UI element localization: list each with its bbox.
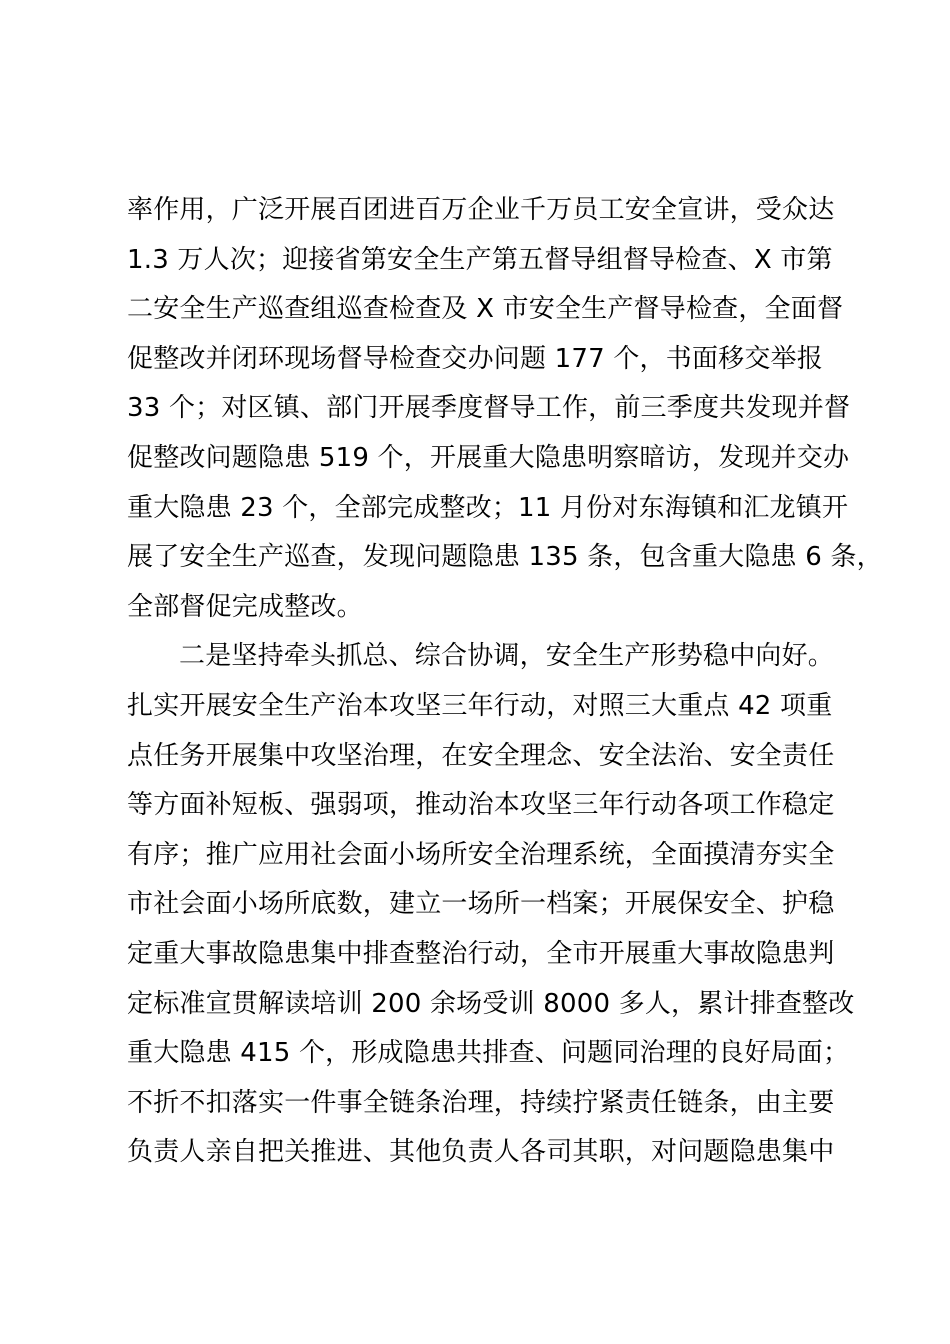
text-line: 二安全生产巡查组巡查检查及 X 市安全生产督导检查，全面督 [127,294,844,325]
text-line: 扎实开展安全生产治本攻坚三年行动，对照三大重点 42 项重 [127,690,833,721]
text-line: 全部督促完成整改。 [127,591,363,622]
text-line: 33 个；对区镇、部门开展季度督导工作，前三季度共发现并督 [127,393,851,424]
paragraph-start-line: 二是坚持牵头抓总、综合协调，安全生产形势稳中向好。 [179,641,835,672]
text-line: 负责人亲自把关推进、其他负责人各司其职，对问题隐患集中 [127,1137,835,1168]
text-line: 率作用，广泛开展百团进百万企业千万员工安全宣讲，受众达 [127,195,835,225]
text-line: 促整改并闭环现场督导检查交办问题 177 个，书面移交举报 [127,343,823,374]
text-line: 1.3 万人次；迎接省第安全生产第五督导组督导检查、X 市第 [127,244,833,275]
text-line: 重大隐患 415 个，形成隐患共排查、问题同治理的良好局面； [127,1038,850,1069]
text-line: 定标准宣贯解读培训 200 余场受训 8000 多人，累计排查整改 [127,988,855,1019]
body-text [127,186,883,1178]
text-line: 促整改问题隐患 519 个，开展重大隐患明察暗访，发现并交办 [127,442,850,473]
text-line: 重大隐患 23 个，全部完成整改；11 月份对东海镇和汇龙镇开 [127,492,849,523]
text-line: 点任务开展集中攻坚治理，在安全理念、安全法治、安全责任 [127,740,835,771]
text-line: 定重大事故隐患集中排查整治行动，全市开展重大事故隐患判 [127,938,835,969]
text-line: 有序；推广应用社会面小场所安全治理系统，全面摸清夯实全 [127,839,835,870]
text-line: 展了安全生产巡查，发现问题隐患 135 条，包含重大隐患 6 条， [127,542,883,573]
text-line: 不折不扣落实一件事全链条治理，持续拧紧责任链条，由主要 [127,1087,835,1118]
text-line: 等方面补短板、强弱项，推动治本攻坚三年行动各项工作稳定 [127,790,835,821]
text-line: 市社会面小场所底数，建立一场所一档案；开展保安全、护稳 [127,889,835,920]
